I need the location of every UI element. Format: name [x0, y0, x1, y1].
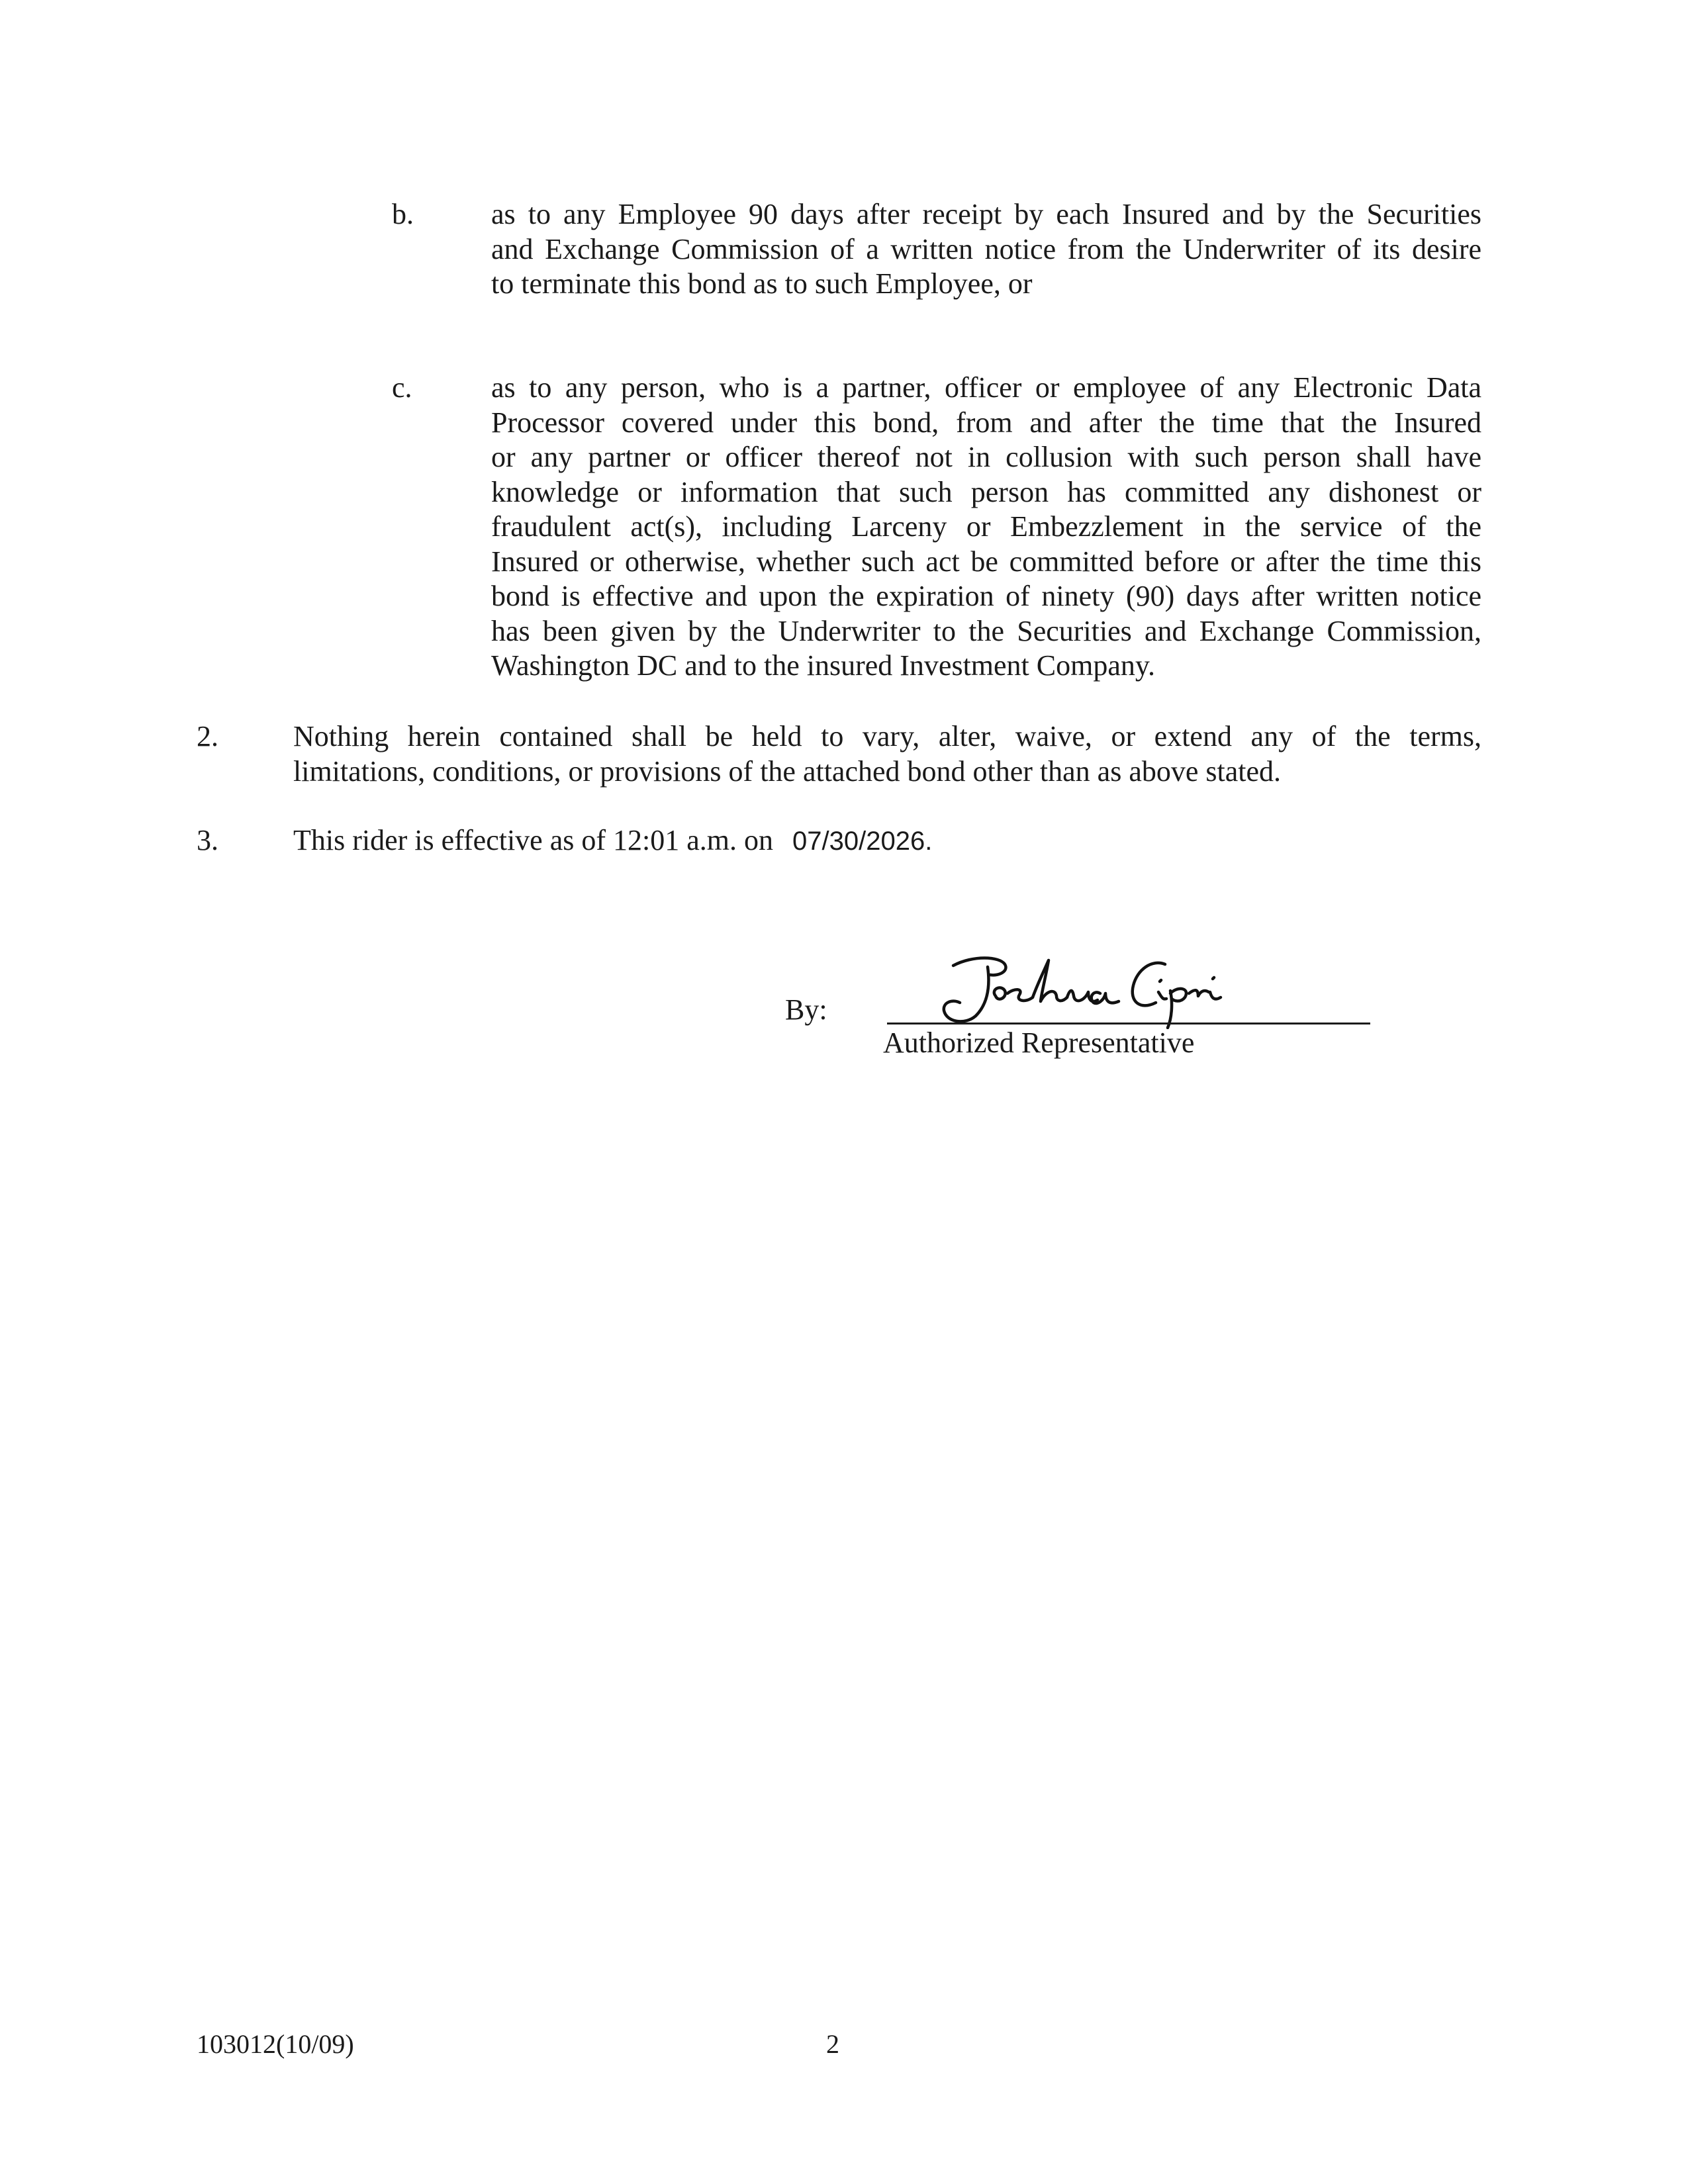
item-b-line: as to any Employee 90 days after receipt by each Insured and by the Securities: [491, 198, 1481, 230]
item-3-label: 3.: [197, 824, 218, 856]
signer-title: Authorized Representative: [883, 1026, 1195, 1059]
item-c-line: Insured or otherwise, whether such act be committed before or after the time this: [491, 545, 1481, 578]
item-c-line: knowledge or information that such person has committed any dishonest or: [491, 475, 1481, 508]
item-2-line: Nothing herein contained shall be held to vary, alter, waive, or extend any of the terms,: [293, 720, 1481, 752]
item-c-line: Washington DC and to the insured Investment Company.: [491, 649, 1156, 682]
item-c-line: has been given by the Underwriter to the Securities and Exchange Commission,: [491, 614, 1481, 647]
item-2-text: [293, 719, 1481, 789]
item-b-line: to terminate this bond as to such Employee, or: [491, 267, 1033, 300]
by-label: By:: [785, 993, 827, 1026]
handwritten-signature: [927, 950, 1238, 1029]
item-c-text: [491, 371, 1481, 684]
item-2-line: limitations, conditions, or provisions of the attached bond other than as above stated.: [293, 754, 1282, 788]
item-b-text: [491, 197, 1481, 302]
form-number: 103012(10/09): [197, 2029, 354, 2059]
item-c-line: as to any person, who is a partner, officer or employee of any Electronic Data: [491, 371, 1481, 404]
page-number: 2: [826, 2029, 839, 2059]
item-c-line: fraudulent act(s), including Larceny or Embezzlement in the service of the: [491, 510, 1481, 543]
item-c-label: c.: [392, 371, 412, 404]
item-b-line: and Exchange Commission of a written notice from the Underwriter of its desire: [491, 232, 1481, 265]
item-c-line: Processor covered under this bond, from and after the time that the Insured: [491, 406, 1481, 439]
effective-date: 07/30/2026.: [792, 827, 933, 856]
item-c-line: bond is effective and upon the expiration of ninety (90) days after written notice: [491, 580, 1481, 612]
item-3-sentence: This rider is effective as of 12:01 a.m. on: [293, 824, 773, 856]
signature-line: [887, 1023, 1370, 1024]
item-c-line: or any partner or officer thereof not in collusion with such person shall have: [491, 441, 1481, 473]
item-b-label: b.: [392, 198, 414, 230]
item-3-text: [293, 823, 932, 859]
item-2-label: 2.: [197, 720, 218, 752]
